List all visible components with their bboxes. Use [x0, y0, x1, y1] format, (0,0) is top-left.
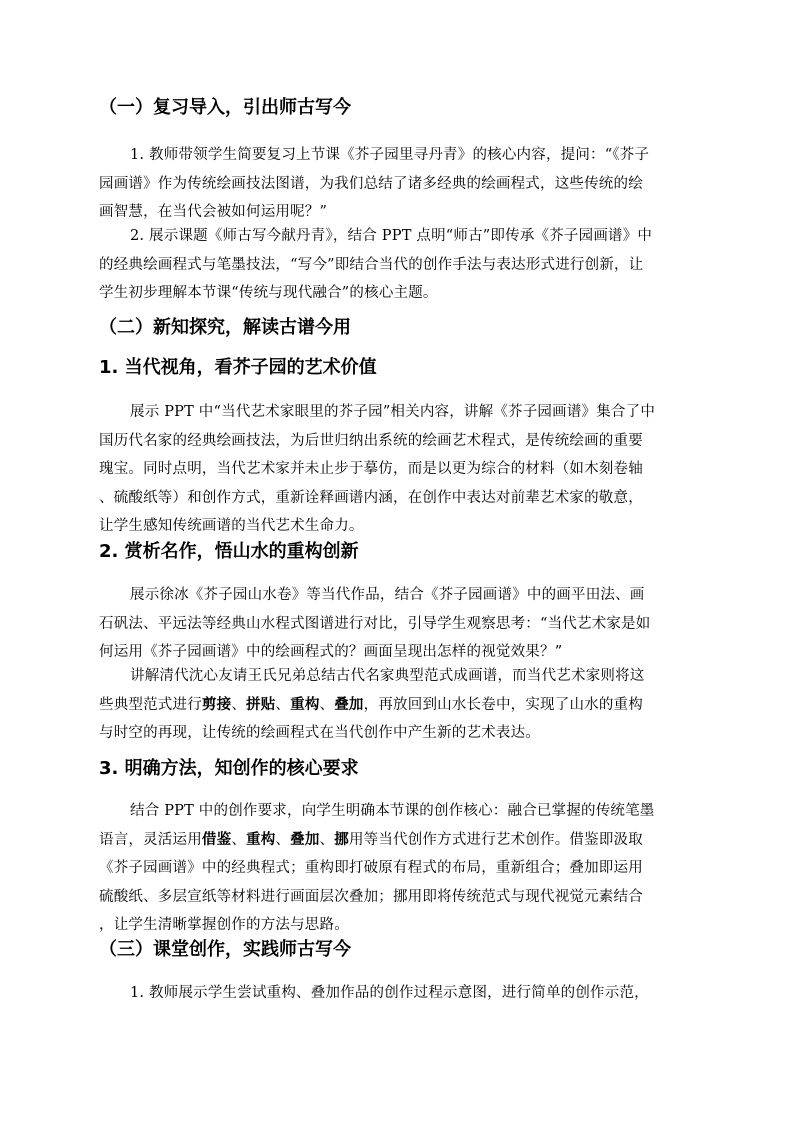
text-line: 2. 展示课题《师古写今献丹青》，结合 PPT 点明“师古”即传承《芥子园画谱》中	[130, 228, 653, 244]
separator: 、	[275, 696, 291, 713]
keyword-borrow: 借鉴	[201, 830, 232, 848]
section-heading-explore: （二）新知探究，解读古谱今用	[99, 317, 351, 338]
text-line: 硫酸纸、多层宣纸等材料进行画面层次叠加；挪用即将传统范式与现代视觉元素结合	[99, 888, 643, 905]
separator: 、	[319, 831, 335, 848]
keyword-reconstruct: 重构	[290, 695, 320, 713]
text-line: 园画谱》作为传统绘画技法图谱，为我们总结了诸多经典的绘画程式，这些传统的绘	[99, 175, 643, 192]
text-line: 、硫酸纸等）和创作方式，重新诠释画谱内涵，在创作中表达对前辈艺术家的敬意，	[99, 489, 643, 506]
text-line: 结合 PPT 中的创作要求，向学生明确本节课的创作核心：融合已掌握的传统笔墨	[130, 803, 655, 819]
text-line: 让学生感知传统画谱的当代艺术生命力。	[99, 518, 364, 534]
text-line: 讲解清代沈心友请王氏兄弟总结古代名家典型范式成画谱，而当代艺术家则将这	[130, 668, 645, 684]
text-line-keywords	[99, 691, 697, 720]
separator: 、	[231, 831, 247, 848]
paragraph-creation-method	[99, 797, 697, 940]
text-line: ，让学生清晰掌握创作的方法与思路。	[99, 917, 349, 933]
text-line-keywords	[99, 826, 697, 855]
text-line: 国历代名家的经典绘画技法，为后世归纳出系统的绘画艺术程式，是传统绘画的重要	[99, 432, 643, 449]
text-line: 何运用《芥子园画谱》中的绘画程式的？画面呈现出怎样的视觉效果？”	[99, 644, 563, 660]
keyword-collage: 拼贴	[246, 695, 276, 713]
text-line: 学生初步理解本节课“传统与现代融合”的核心主题。	[99, 285, 438, 301]
text-line: 的经典绘画程式与笔墨技法，“写今”即结合当代的创作手法与表达形式进行创新，让	[99, 256, 644, 273]
paragraph-review-question	[99, 141, 697, 227]
paragraph-artistic-value	[99, 398, 697, 541]
separator: 、	[231, 696, 247, 713]
keyword-overlay: 叠加	[334, 695, 364, 713]
text-line: 1. 教师展示学生尝试重构、叠加作品的创作过程示意图，进行简单的创作示范，	[130, 985, 649, 1001]
subsection-heading-appreciation: 2. 赏析名作，悟山水的重构创新	[99, 541, 359, 562]
text-line: 展示徐冰《芥子园山水卷》等当代作品，结合《芥子园画谱》中的画平田法、画	[130, 587, 645, 603]
section-heading-practice: （三）课堂创作，实践师古写今	[99, 939, 351, 960]
paragraph-demo	[99, 979, 697, 1008]
text-line: 展示 PPT 中“当代艺术家眼里的芥子园”相关内容，讲解《芥子园画谱》集合了中	[130, 404, 656, 420]
text-fragment: ，再放回到山水长卷中，实现了山水的重构	[363, 696, 643, 713]
text-line: 《芥子园画谱》中的经典程式；重构即打破原有程式的布局，重新组合；叠加即运用	[99, 860, 643, 876]
keyword-appropriate: 挪	[334, 830, 349, 848]
keyword-reconstruct: 重构	[246, 830, 276, 848]
section-heading-review: （一）复习导入，引出师古写今	[99, 97, 351, 118]
paragraph-lesson-title	[99, 222, 697, 308]
subsection-heading-method: 3. 明确方法，知创作的核心要求	[99, 758, 359, 779]
text-line: 瑰宝。同时点明，当代艺术家并未止步于摹仿，而是以更为综合的材料（如木刻卷轴	[99, 461, 643, 477]
paragraph-artwork-compare	[99, 581, 697, 667]
keyword-cut: 剪接	[201, 695, 232, 713]
separator: 、	[319, 696, 335, 713]
text-line: 与时空的再现，让传统的绘画程式在当代创作中产生新的艺术表达。	[99, 725, 540, 741]
text-line: 画智慧，在当代会被如何运用呢？”	[99, 204, 328, 220]
keyword-overlay: 叠加	[290, 830, 320, 848]
text-line: 1. 教师带领学生简要复习上节课《芥子园里寻丹青》的核心内容，提问：“《芥子	[130, 147, 650, 163]
text-fragment: 些典型范式进行	[99, 696, 202, 713]
text-fragment: 语言，灵活运用	[99, 831, 202, 848]
separator: 、	[275, 831, 291, 848]
paragraph-reconstruction	[99, 662, 697, 748]
text-line: 石矾法、平远法等经典山水程式图谱进行对比，引导学生观察思考：“当代艺术家是如	[99, 615, 651, 632]
text-fragment: 用等当代创作方式进行艺术创作。借鉴即汲取	[348, 831, 643, 848]
subsection-heading-value: 1. 当代视角，看芥子园的艺术价值	[99, 357, 377, 378]
